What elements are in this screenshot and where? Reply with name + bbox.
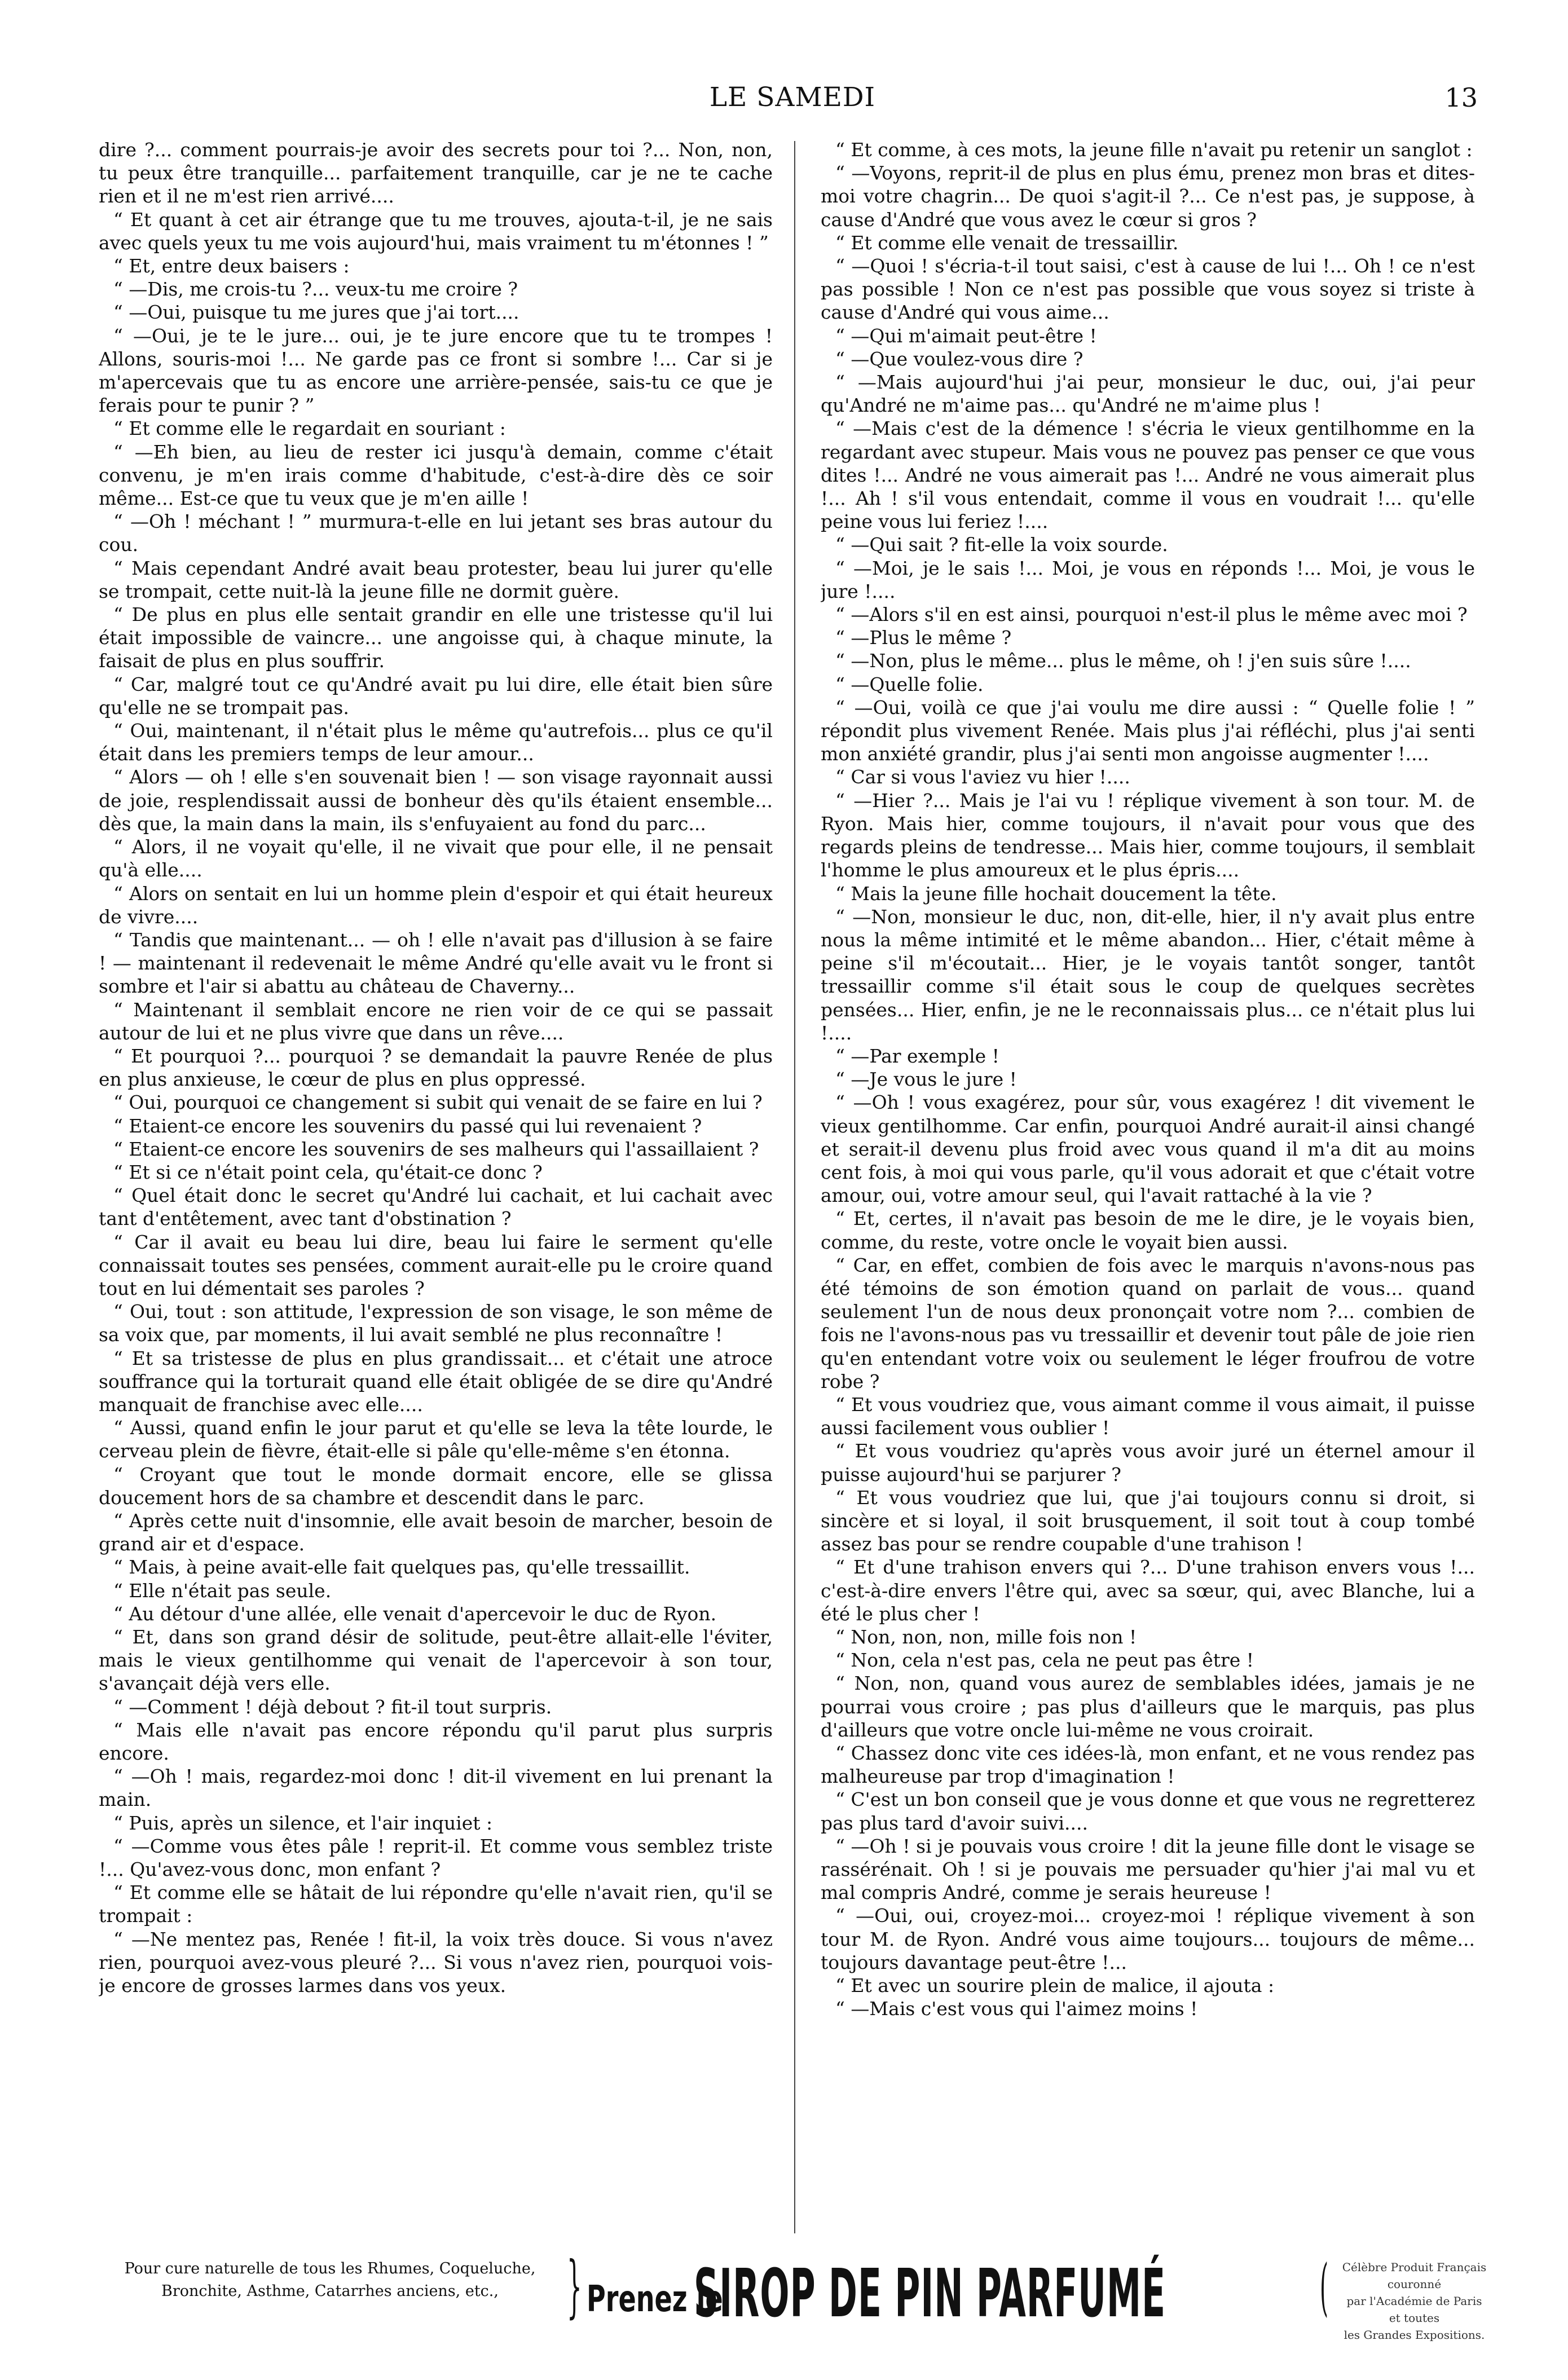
paragraph: “ Après cette nuit d'insomnie, elle avait besoin de marcher, besoin de grand air et d'espace. [99, 1509, 773, 1555]
ad-indications-line: Bronchite, Asthme, Catarrhes anciens, etc., [161, 2282, 499, 2300]
paragraph: “ —Oui, oui, croyez-moi... croyez-moi ! réplique vivement à son tour M. de Ryon. André vous aime toujours... toujours de même... toujours davantage peut-être !... [821, 1905, 1475, 1973]
ad-award-line: par l'Académie de Paris et toutes [1346, 2294, 1482, 2325]
paragraph: “ —Qui sait ? fit-elle la voix sourde. [835, 534, 1168, 556]
paragraph: “ —Quelle folie. [835, 673, 984, 695]
paragraph: “ Et, certes, il n'avait pas besoin de me le dire, je le voyais bien, comme, du reste, votre oncle le voyait bien aussi. [821, 1207, 1475, 1253]
paragraph: “ —Non, plus le même... plus le même, oh ! j'en suis sûre !.... [835, 650, 1411, 672]
paragraph: “ Etaient-ce encore les souvenirs du passé qui lui revenaient ? [113, 1114, 702, 1137]
ad-indications-line: Pour cure naturelle de tous les Rhumes, Coqueluche, [124, 2260, 536, 2277]
paragraph: “ Quel était donc le secret qu'André lui cachait, et lui cachait avec tant d'entêtement, avec tant d'obstination ? [99, 1184, 773, 1230]
paragraph: “ —Comme vous êtes pâle ! reprit-il. Et comme vous semblez triste !... Qu'avez-vous donc, mon enfant ? [99, 1835, 773, 1881]
paragraph: “ Mais la jeune fille hochait doucement la tête. [835, 882, 1277, 905]
paragraph: “ Et comme elle se hâtait de lui répondre qu'elle n'avait rien, qu'il se trompait : [99, 1881, 773, 1927]
paragraph: “ Car il avait eu beau lui dire, beau lui faire le serment qu'elle connaissait toutes ses pensées, comment aurait-elle pu le croire quand tout en lui démentait ses paroles ? [99, 1231, 773, 1299]
ad-prefix-text: Prenez le [587, 2278, 723, 2320]
paragraph: “ —Oui, je te le jure... oui, je te jure encore que tu te trompes ! Allons, souris-moi !... Ne garde pas ce front si sombre !... Car si je m'apercevais que tu as encore une arrière-pensée, sais-tu ce que je ferais pour te punir ? ” [99, 324, 773, 417]
paragraph: “ Non, non, quand vous aurez de semblables idées, jamais je ne pourrai vous croire ; pas plus d'ailleurs que le marquis, pas plus d'ailleurs que votre oncle lui-même ne vous croirait. [821, 1672, 1475, 1741]
ad-award-line: Célèbre Produit Français couronné [1342, 2260, 1487, 2291]
paragraph: “ —Mais c'est de la démence ! s'écria le vieux gentilhomme en la regardant avec stupeur. Mais vous ne pouvez pas penser ce que vous dites !... André ne vous aimerait pas !... André ne vous aimerait plus !... Ah ! s'il vous entendait, comme il vous en voudrait !... qu'elle peine vous lui feriez !.... [821, 417, 1475, 533]
paragraph: “ Alors, il ne voyait qu'elle, il ne vivait que pour elle, il ne pensait qu'à elle.... [99, 836, 773, 882]
page-number: 13 [1444, 82, 1478, 113]
paragraph: “ —Moi, je le sais !... Moi, je vous en réponds !... Moi, je vous le jure !.... [821, 557, 1475, 602]
paragraph: “ —Dis, me crois-tu ?... veux-tu me croire ? [113, 278, 518, 301]
paragraph: “ —Je vous le jure ! [835, 1068, 1017, 1091]
paragraph: “ Mais elle n'avait pas encore répondu qu'il parut plus surpris encore. [99, 1718, 773, 1765]
paragraph: “ —Comment ! déjà debout ? fit-il tout surpris. [113, 1695, 552, 1718]
ad-award-line: les Grandes Expositions. [1344, 2328, 1485, 2342]
paragraph: “ Mais cependant André avait beau protester, beau lui jurer qu'elle se trompait, cette nuit-là la jeune fille ne dormit guère. [99, 557, 773, 602]
running-header [107, 78, 1478, 117]
paragraph: “ —Que voulez-vous dire ? [835, 347, 1083, 370]
paragraph: “ Et, dans son grand désir de solitude, peut-être allait-elle l'éviter, mais le vieux gentilhomme qui venait de l'apercevoir à son tour, s'avançait déjà vers elle. [99, 1626, 773, 1695]
paragraph: “ Et, entre deux baisers : [113, 255, 350, 277]
paragraph: “ —Par exemple ! [835, 1044, 999, 1067]
paragraph: “ —Voyons, reprit-il de plus en plus ému, prenez mon bras et dites-moi votre chagrin... De quoi s'agit-il ?... Ce n'est pas, je suppose, à cause d'André que vous avez le cœur si gros ? [821, 162, 1475, 231]
paragraph: “ C'est un bon conseil que je vous donne et que vous ne regretterez pas plus tard d'avoir suivi.... [821, 1788, 1475, 1834]
paragraph: “ Alors — oh ! elle s'en souvenait bien ! — son visage rayonnait aussi de joie, resplendissait aussi de bonheur dès qu'ils étaient ensemble... dès que, la main dans la main, ils s'enfuyaient au fond du parc... [99, 766, 773, 835]
paragraph: “ Puis, après un silence, et l'air inquiet : [113, 1812, 493, 1834]
paragraph: “ Et si ce n'était point cela, qu'était-ce donc ? [113, 1161, 543, 1183]
paragraph: “ Et d'une trahison envers qui ?... D'une trahison envers vous !... c'est-à-dire envers l'être qui, avec sa sœur, qui, avec Blanche, lui a été le plus cher ! [821, 1556, 1475, 1625]
column-divider [794, 141, 795, 2233]
paragraph: “ Maintenant il semblait encore ne rien voir de ce qui se passait autour de lui et ne plus vivre que dans un rêve.... [99, 998, 773, 1044]
paragraph: “ Et vous voudriez qu'après vous avoir juré un éternel amour il puisse aujourd'hui se parjurer ? [821, 1440, 1475, 1486]
publication-title: LE SAMEDI [709, 82, 876, 113]
paragraph: “ Oui, maintenant, il n'était plus le même qu'autrefois... plus ce qu'il était dans les premiers temps de leur amour... [99, 720, 773, 765]
paragraph: “ Et sa tristesse de plus en plus grandissait... et c'était une atroce souffrance qui la torturait quand elle était obligée de se dire qu'André manquait de franchise avec elle.... [99, 1347, 773, 1416]
paragraph: “ Elle n'était pas seule. [113, 1579, 332, 1602]
paragraph: “ —Eh bien, au lieu de rester ici jusqu'à demain, comme c'était convenu, je m'en irais comme d'habitude, c'est-à-dire dès ce soir même... Est-ce que tu veux que je m'en aille ! [99, 440, 773, 510]
ad-product-name: SIROP DE PIN PARFUMÉ [694, 2254, 1166, 2332]
brace-glyph: } [567, 2247, 582, 2326]
paragraph: “ Au détour d'une allée, elle venait d'apercevoir le duc de Ryon. [113, 1602, 717, 1625]
paragraph: “ —Non, monsieur le duc, non, dit-elle, hier, il n'y avait plus entre nous la même intimité et le même abandon... Hier, c'était même à peine s'il m'écoutait... Hier, je le voyais tantôt songer, tantôt tressaillir comme s'il était sous le coup de quelques secrètes pensées... Hier, enfin, je ne le reconnaissais plus... ce n'était plus lui !.... [821, 905, 1475, 1044]
paragraph: “ —Mais c'est vous qui l'aimez moins ! [835, 1998, 1198, 2020]
ad-indications [113, 2258, 547, 2303]
ad-award-note [1340, 2259, 1489, 2343]
paragraph: “ Car si vous l'aviez vu hier !.... [835, 766, 1130, 788]
paragraph: “ Alors on sentait en lui un homme plein d'espoir et qui était heureux de vivre.... [99, 882, 773, 928]
paragraph: “ Aussi, quand enfin le jour parut et qu'elle se leva la tête lourde, le cerveau plein de fièvre, était-elle si pâle qu'elle-même s'en étonna. [99, 1417, 773, 1462]
paragraph: “ —Hier ?... Mais je l'ai vu ! réplique vivement à son tour. M. de Ryon. Mais hier, comme toujours, il n'avait pour vous que des regards pleins de tendresse... Mais hier, comme toujours, il semblait l'homme le plus amoureux et le plus épris.... [821, 789, 1475, 882]
paragraph: “ Non, non, non, mille fois non ! [835, 1626, 1137, 1648]
paragraph: “ De plus en plus elle sentait grandir en elle une tristesse qu'il lui était impossible de vaincre... une angoisse qui, à chaque minute, la faisait de plus en plus souffrir. [99, 603, 773, 672]
paragraph: “ Non, cela n'est pas, cela ne peut pas être ! [835, 1649, 1254, 1672]
paragraph: “ Et comme elle venait de tressaillir. [835, 231, 1179, 254]
paragraph: “ Et quant à cet air étrange que tu me trouves, ajouta-t-il, je ne sais avec quels yeux tu me vois aujourd'hui, mais vraiment tu m'étonnes ! ” [99, 208, 773, 254]
paragraph: “ —Oh ! mais, regardez-moi donc ! dit-il vivement en lui prenant la main. [99, 1765, 773, 1811]
paragraph: “ Et avec un sourire plein de malice, il ajouta : [835, 1974, 1275, 1997]
paragraph: “ —Mais aujourd'hui j'ai peur, monsieur le duc, oui, j'ai peur qu'André ne m'aime pas... qu'André ne m'aime plus ! [821, 371, 1475, 417]
paragraph: “ —Oh ! vous exagérez, pour sûr, vous exagérez ! dit vivement le vieux gentilhomme. Car enfin, pourquoi André aurait-il ainsi changé et serait-il devenu plus froid avec vous quand il m'a dit au moins cent fois, à moi qui vous parle, qu'il vous adorait et que c'était votre amour, oui, votre amour seul, qui l'avait rattaché à la vie ? [821, 1091, 1475, 1207]
paragraph: “ —Alors s'il en est ainsi, pourquoi n'est-il plus le même avec moi ? [835, 603, 1468, 626]
paragraph: “ —Oh ! si je pouvais vous croire ! dit la jeune fille dont le visage se rassérénait. Oh ! si je pouvais me persuader qu'hier j'ai mal vu et mal compris André, comme je serais heureuse ! [821, 1835, 1475, 1904]
paragraph: “ Oui, tout : son attitude, l'expression de son visage, le son même de sa voix que, par moments, il lui avait semblé ne plus reconnaître ! [99, 1301, 773, 1346]
paragraph: “ Car, malgré tout ce qu'André avait pu lui dire, elle était bien sûre qu'elle ne se trompait pas. [99, 673, 773, 719]
paragraph: “ —Quoi ! s'écria-t-il tout saisi, c'est à cause de lui !... Oh ! ce n'est pas possible ! Non ce n'est pas possible que vous soyez si triste à cause d'André qui vous aime... [821, 255, 1475, 324]
paragraph: “ Tandis que maintenant... — oh ! elle n'avait pas d'illusion à se faire ! — maintenant il redevenait le même André qu'elle avait vu le front si sombre et l'air si abattu au château de Chaverny... [99, 928, 773, 998]
paragraph: “ Car, en effet, combien de fois avec le marquis n'avons-nous pas été témoins de son émotion quand on parlait de vous... quand seulement l'un de nous deux prononçait votre nom ?... combien de fois ne l'avons-nous pas vu tressaillir et devenir tout pâle de joie rien qu'en entendant votre voix ou seulement le léger froufrou de votre robe ? [821, 1254, 1475, 1392]
paragraph: “ —Oui, voilà ce que j'ai voulu me dire aussi : “ Quelle folie ! ” répondit plus vivement Renée. Mais plus j'ai réfléchi, plus j'ai senti mon anxiété grandir, plus j'ai senti mon angoisse augmenter !.... [821, 696, 1475, 765]
paragraph: “ —Plus le même ? [835, 627, 1012, 649]
paragraph: “ Etaient-ce encore les souvenirs de ses malheurs qui l'assaillaient ? [113, 1138, 759, 1160]
paragraph: “ —Qui m'aimait peut-être ! [835, 324, 1097, 347]
right-text-column [821, 138, 1475, 2225]
paragraph: “ —Ne mentez pas, Renée ! fit-il, la voix très douce. Si vous n'avez rien, pourquoi avez-vous pleuré ?... Si vous n'avez rien, pourquoi vois-je encore de grosses larmes dans vos yeux. [99, 1928, 773, 1997]
paragraph: “ Et vous voudriez que lui, que j'ai toujours connu si droit, si sincère et si loyal, il soit brusquement, il soit tout à coup tombé assez bas pour se rendre coupable d'une trahison ! [821, 1486, 1475, 1555]
paragraph: dire ?... comment pourrais-je avoir des secrets pour toi ?... Non, non, tu peux être tranquille... parfaitement tranquille, car je ne te cache rien et il ne m'est rien arrivé.... [99, 139, 773, 208]
paragraph: “ Et pourquoi ?... pourquoi ? se demandait la pauvre Renée de plus en plus anxieuse, le cœur de plus en plus oppressé. [99, 1044, 773, 1091]
paragraph: “ Et comme, à ces mots, la jeune fille n'avait pu retenir un sanglot : [835, 139, 1473, 161]
paragraph: “ Croyant que tout le monde dormait encore, elle se glissa doucement hors de sa chambre et descendit dans le parc. [99, 1463, 773, 1509]
paragraph: “ Oui, pourquoi ce changement si subit qui venait de se faire en lui ? [113, 1091, 763, 1114]
paragraph: “ Et comme elle le regardait en souriant : [113, 417, 506, 440]
paren-glyph: ( [1320, 2251, 1329, 2323]
paragraph: “ Chassez donc vite ces idées-là, mon enfant, et ne vous rendez pas malheureuse par trop d'imagination ! [821, 1742, 1475, 1788]
paragraph: “ Et vous voudriez que, vous aimant comme il vous aimait, il puisse aussi facilement vous oublier ! [821, 1393, 1475, 1439]
paragraph: “ —Oh ! méchant ! ” murmura-t-elle en lui jetant ses bras autour du cou. [99, 510, 773, 556]
left-text-column [99, 138, 773, 2225]
syrup-advertisement [113, 2247, 1489, 2342]
paragraph: “ —Oui, puisque tu me jures que j'ai tort.... [113, 301, 519, 324]
paragraph: “ Mais, à peine avait-elle fait quelques pas, qu'elle tressaillit. [113, 1556, 690, 1579]
